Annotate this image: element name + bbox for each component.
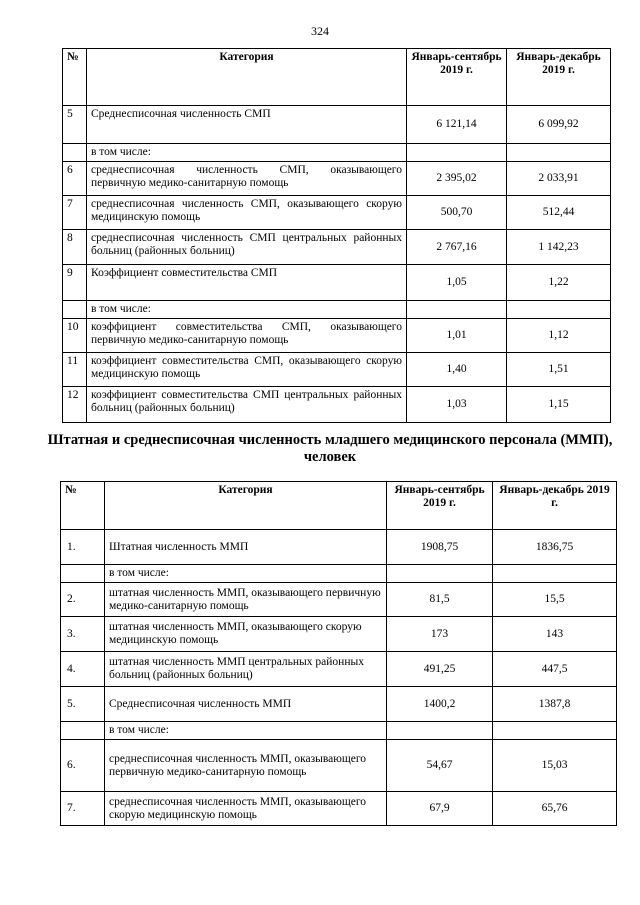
row-value-jan-sep: 1400,2: [387, 687, 493, 722]
row-value-jan-sep: 6 121,14: [407, 106, 507, 144]
header-jan-dec: Январь-декабрь 2019 г.: [493, 482, 617, 530]
row-category: коэффициент совместительства СМП центральных районных больниц (районных больниц): [87, 387, 407, 423]
row-value-jan-sep: 2 395,02: [407, 162, 507, 196]
row-value-jan-sep: [407, 301, 507, 319]
row-category: штатная численность ММП, оказывающего первичную медико-санитарную помощь: [105, 583, 387, 617]
row-category: Штатная численность ММП: [105, 530, 387, 565]
row-value-jan-sep: 1908,75: [387, 530, 493, 565]
row-value-jan-dec: 1,51: [507, 353, 611, 387]
table-header-row: [61, 482, 617, 530]
row-number: 1.: [61, 530, 105, 565]
row-value-jan-dec: 1,15: [507, 387, 611, 423]
row-value-jan-dec: [507, 301, 611, 319]
row-value-jan-sep: 1,01: [407, 319, 507, 353]
table-row: [63, 230, 611, 265]
row-value-jan-dec: [493, 565, 617, 583]
row-value-jan-sep: 81,5: [387, 583, 493, 617]
row-number: 2.: [61, 583, 105, 617]
row-category: среднесписочная численность СМП, оказывающего скорую медицинскую помощь: [87, 196, 407, 230]
row-value-jan-dec: 65,76: [493, 792, 617, 826]
header-category: Категория: [105, 482, 387, 530]
row-value-jan-dec: [507, 144, 611, 162]
row-number: 6.: [61, 740, 105, 792]
row-value-jan-sep: 2 767,16: [407, 230, 507, 265]
table-row: [63, 106, 611, 144]
row-value-jan-sep: 67,9: [387, 792, 493, 826]
row-value-jan-dec: 15,5: [493, 583, 617, 617]
row-value-jan-sep: 500,70: [407, 196, 507, 230]
row-value-jan-dec: [493, 722, 617, 740]
table-header-row: [63, 49, 611, 106]
row-category: среднесписочная численность СМП центральных районных больниц (районных больниц): [87, 230, 407, 265]
table-row: [61, 740, 617, 792]
row-category: среднесписочная численность ММП, оказывающего первичную медико-санитарную помощь: [105, 740, 387, 792]
row-category: в том числе:: [87, 144, 407, 162]
row-number: 8: [63, 230, 87, 265]
table-row: [63, 387, 611, 423]
row-category: коэффициент совместительства СМП, оказывающего скорую медицинскую помощь: [87, 353, 407, 387]
row-category: штатная численность ММП, оказывающего скорую медицинскую помощь: [105, 617, 387, 652]
row-number: 12: [63, 387, 87, 423]
row-category: в том числе:: [105, 722, 387, 740]
row-value-jan-dec: 1 142,23: [507, 230, 611, 265]
row-value-jan-sep: 54,67: [387, 740, 493, 792]
header-jan-sep: Январь-сентябрь 2019 г.: [387, 482, 493, 530]
row-category: Коэффициент совместительства СМП: [87, 265, 407, 301]
row-number: 5.: [61, 687, 105, 722]
mmp-table: [60, 481, 617, 826]
table-row: [63, 301, 611, 319]
section-heading: Штатная и среднесписочная численность младшего медицинского персонала (ММП), человек: [47, 432, 613, 465]
row-value-jan-sep: 1,05: [407, 265, 507, 301]
row-value-jan-sep: [387, 565, 493, 583]
row-number: 9: [63, 265, 87, 301]
row-value-jan-dec: 6 099,92: [507, 106, 611, 144]
header-jan-sep: Январь-сентябрь 2019 г.: [407, 49, 507, 106]
header-category: Категория: [87, 49, 407, 106]
table-row: [63, 353, 611, 387]
row-value-jan-sep: [387, 722, 493, 740]
table-row: [63, 196, 611, 230]
row-value-jan-dec: 143: [493, 617, 617, 652]
table-row: [61, 687, 617, 722]
table-row: [63, 144, 611, 162]
row-category: в том числе:: [105, 565, 387, 583]
row-number: 11: [63, 353, 87, 387]
table-row: [61, 652, 617, 687]
header-jan-dec: Январь-декабрь 2019 г.: [507, 49, 611, 106]
row-number: 5: [63, 106, 87, 144]
table-row: [61, 792, 617, 826]
row-value-jan-sep: 173: [387, 617, 493, 652]
table-row: [63, 162, 611, 196]
row-number: [61, 722, 105, 740]
row-category: среднесписочная численность СМП, оказывающего первичную медико-санитарную помощь: [87, 162, 407, 196]
row-number: 4.: [61, 652, 105, 687]
row-value-jan-dec: 2 033,91: [507, 162, 611, 196]
row-number: 6: [63, 162, 87, 196]
header-number: №: [61, 482, 105, 530]
row-value-jan-sep: 1,03: [407, 387, 507, 423]
row-number: 7: [63, 196, 87, 230]
table-row: [61, 583, 617, 617]
row-value-jan-sep: 1,40: [407, 353, 507, 387]
row-number: [61, 565, 105, 583]
table-row: [63, 265, 611, 301]
table-row: [61, 722, 617, 740]
smp-table: [62, 48, 611, 423]
row-number: 10: [63, 319, 87, 353]
page-number: 324: [311, 24, 329, 38]
row-value-jan-dec: 1387,8: [493, 687, 617, 722]
row-number: 3.: [61, 617, 105, 652]
row-value-jan-dec: 15,03: [493, 740, 617, 792]
row-value-jan-dec: 1,22: [507, 265, 611, 301]
row-category: Среднесписочная численность СМП: [87, 106, 407, 144]
row-category: штатная численность ММП центральных районных больниц (районных больниц): [105, 652, 387, 687]
row-value-jan-dec: 1836,75: [493, 530, 617, 565]
row-number: [63, 144, 87, 162]
row-number: 7.: [61, 792, 105, 826]
table-row: [61, 565, 617, 583]
row-value-jan-dec: 512,44: [507, 196, 611, 230]
header-number: №: [63, 49, 87, 106]
row-category: среднесписочная численность ММП, оказывающего скорую медицинскую помощь: [105, 792, 387, 826]
row-category: коэффициент совместительства СМП, оказывающего первичную медико-санитарную помощь: [87, 319, 407, 353]
table-row: [61, 617, 617, 652]
row-value-jan-dec: 447,5: [493, 652, 617, 687]
row-category: Среднесписочная численность ММП: [105, 687, 387, 722]
row-category: в том числе:: [87, 301, 407, 319]
table-row: [63, 319, 611, 353]
row-value-jan-sep: 491,25: [387, 652, 493, 687]
row-number: [63, 301, 87, 319]
row-value-jan-dec: 1,12: [507, 319, 611, 353]
row-value-jan-sep: [407, 144, 507, 162]
table-row: [61, 530, 617, 565]
